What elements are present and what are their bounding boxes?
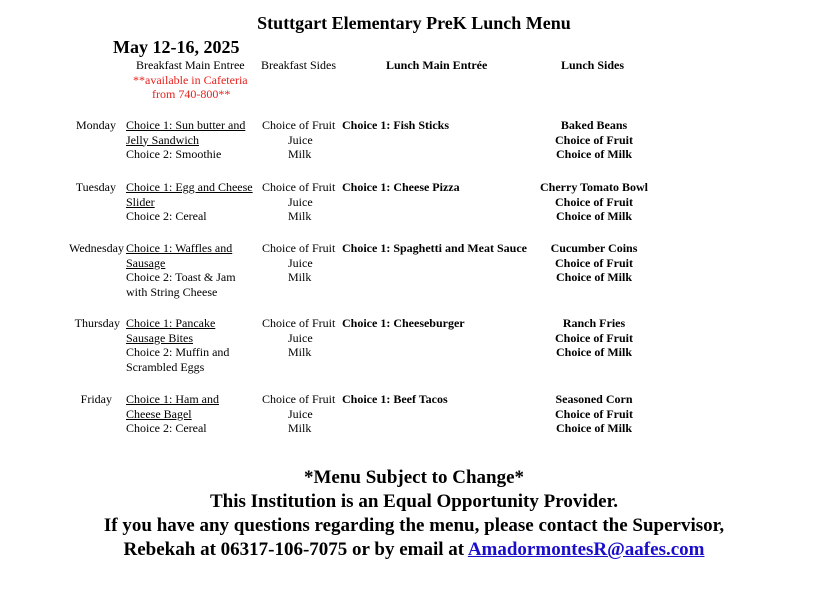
footer-contact-phone: Rebekah at 06317-106-7075 or by email at — [123, 539, 468, 560]
col-header-lunch-sides: Lunch Sides — [561, 58, 625, 72]
breakfast-sides-wednesday: Choice of Fruit Juice Milk — [262, 241, 336, 285]
footer-contact-line: If you have any questions regarding the menu, please contact the Supervisor, — [103, 515, 725, 536]
breakfast-sides-friday: Choice of Fruit Juice Milk — [262, 392, 336, 436]
lunch-main-friday: Choice 1: Beef Tacos — [342, 392, 448, 406]
day-thursday: Thursday — [74, 316, 120, 330]
day-monday: Monday — [76, 118, 116, 132]
footer-contact-email-line — [0, 539, 828, 561]
lunch-sides-thursday: Ranch Fries Choice of Fruit Choice of Milk — [555, 316, 633, 360]
lunch-sides-tuesday: Cherry Tomato Bowl Choice of Fruit Choice of Milk — [540, 180, 648, 224]
day-tuesday: Tuesday — [75, 180, 116, 194]
col-header-breakfast-sides: Breakfast Sides — [261, 58, 336, 72]
breakfast-main-wednesday: Choice 1: Waffles and Sausage Choice 2: Toast & Jam with String Cheese — [126, 241, 236, 299]
breakfast-note-line1: **available in Cafeteria — [133, 73, 248, 87]
footer-menu-subject: *Menu Subject to Change* — [303, 467, 525, 488]
col-header-breakfast-main: Breakfast Main Entree — [136, 58, 245, 72]
lunch-main-wednesday: Choice 1: Spaghetti and Meat Sauce — [342, 241, 527, 255]
breakfast-sides-monday: Choice of Fruit Juice Milk — [262, 118, 336, 162]
lunch-main-tuesday: Choice 1: Cheese Pizza — [342, 180, 460, 194]
breakfast-main-thursday: Choice 1: Pancake Sausage Bites Choice 2: Muffin and Scrambled Eggs — [126, 316, 230, 374]
lunch-main-monday: Choice 1: Fish Sticks — [342, 118, 450, 132]
breakfast-main-monday: Choice 1: Sun butter and Jelly Sandwich Choice 2: Smoothie — [126, 118, 246, 162]
breakfast-main-friday: Choice 1: Ham and Cheese Bagel Choice 2: Cereal — [126, 392, 219, 436]
breakfast-sides-thursday: Choice of Fruit Juice Milk — [262, 316, 336, 360]
day-wednesday: Wednesday — [68, 241, 124, 255]
lunch-main-thursday: Choice 1: Cheeseburger — [342, 316, 465, 330]
lunch-sides-monday: Baked Beans Choice of Fruit Choice of Milk — [555, 118, 633, 162]
day-friday: Friday — [80, 392, 112, 406]
page-title: Stuttgart Elementary PreK Lunch Menu — [257, 13, 571, 33]
lunch-sides-wednesday: Cucumber Coins Choice of Fruit Choice of Milk — [550, 241, 638, 285]
footer-equal-opportunity: This Institution is an Equal Opportunity Provider. — [209, 491, 619, 512]
contact-email-link[interactable]: AmadormontesR@aafes.com — [467, 539, 705, 560]
breakfast-sides-tuesday: Choice of Fruit Juice Milk — [262, 180, 336, 224]
breakfast-note-line2: from 740-800** — [152, 87, 231, 101]
menu-date: May 12-16, 2025 — [113, 37, 240, 57]
breakfast-main-tuesday: Choice 1: Egg and Cheese Slider Choice 2: Cereal — [126, 180, 253, 224]
col-header-lunch-main: Lunch Main Entrée — [386, 58, 488, 72]
lunch-sides-friday: Seasoned Corn Choice of Fruit Choice of Milk — [555, 392, 633, 436]
